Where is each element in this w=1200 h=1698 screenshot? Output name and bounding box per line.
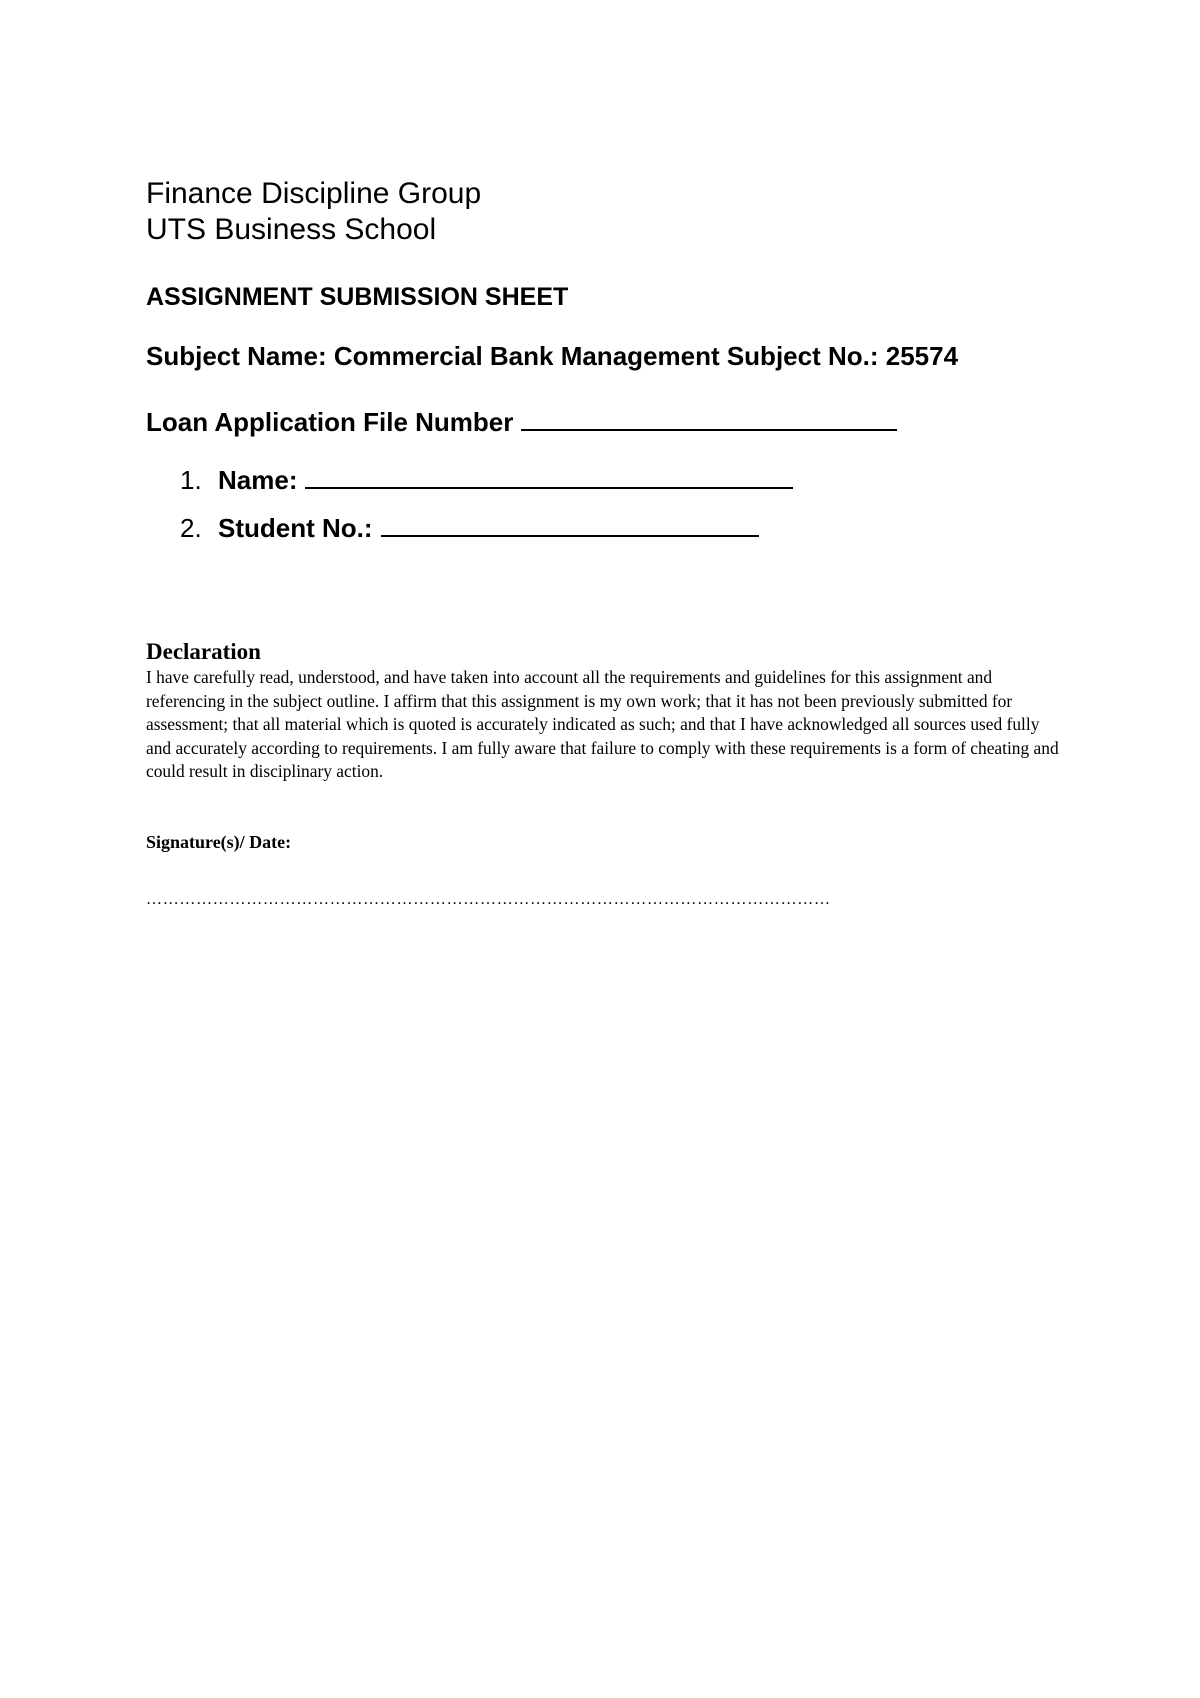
subject-line: Subject Name: Commercial Bank Management Subject No.: 25574: [146, 341, 959, 371]
name-field-row: [180, 463, 793, 496]
student-no-label: Student No.:: [218, 513, 373, 543]
discipline-group-title: Finance Discipline Group: [146, 177, 482, 210]
loan-file-number-row: [146, 405, 897, 438]
declaration-title: Declaration: [146, 639, 261, 664]
loan-file-number-label: Loan Application File Number: [146, 407, 514, 437]
student-no-field-row: [180, 511, 759, 544]
list-number: 1.: [180, 465, 202, 495]
school-name: UTS Business School: [146, 213, 437, 246]
student-no-blank: [381, 511, 759, 537]
declaration-text: I have carefully read, understood, and have taken into account all the requirements and guidelines for this assignment and referencing in the subject outline. I affirm that this assignment is my own work; that it has not been previously submitted for assessment; that all material which is quoted is accurately indicated as such; and that I have acknowledged all sources used fully and accurately according to requirements. I am fully aware that failure to comply with these requirements is a form of cheating and could result in disciplinary action.: [146, 667, 1059, 782]
name-label: Name:: [218, 465, 298, 495]
signature-dotted-line: ……………………………………………………………………………………………………………: [146, 891, 831, 908]
loan-file-number-blank: [521, 405, 897, 431]
name-blank: [305, 463, 793, 489]
list-number: 2.: [180, 513, 202, 543]
signature-date-label: Signature(s)/ Date:: [146, 832, 292, 852]
sheet-title: ASSIGNMENT SUBMISSION SHEET: [146, 283, 569, 311]
